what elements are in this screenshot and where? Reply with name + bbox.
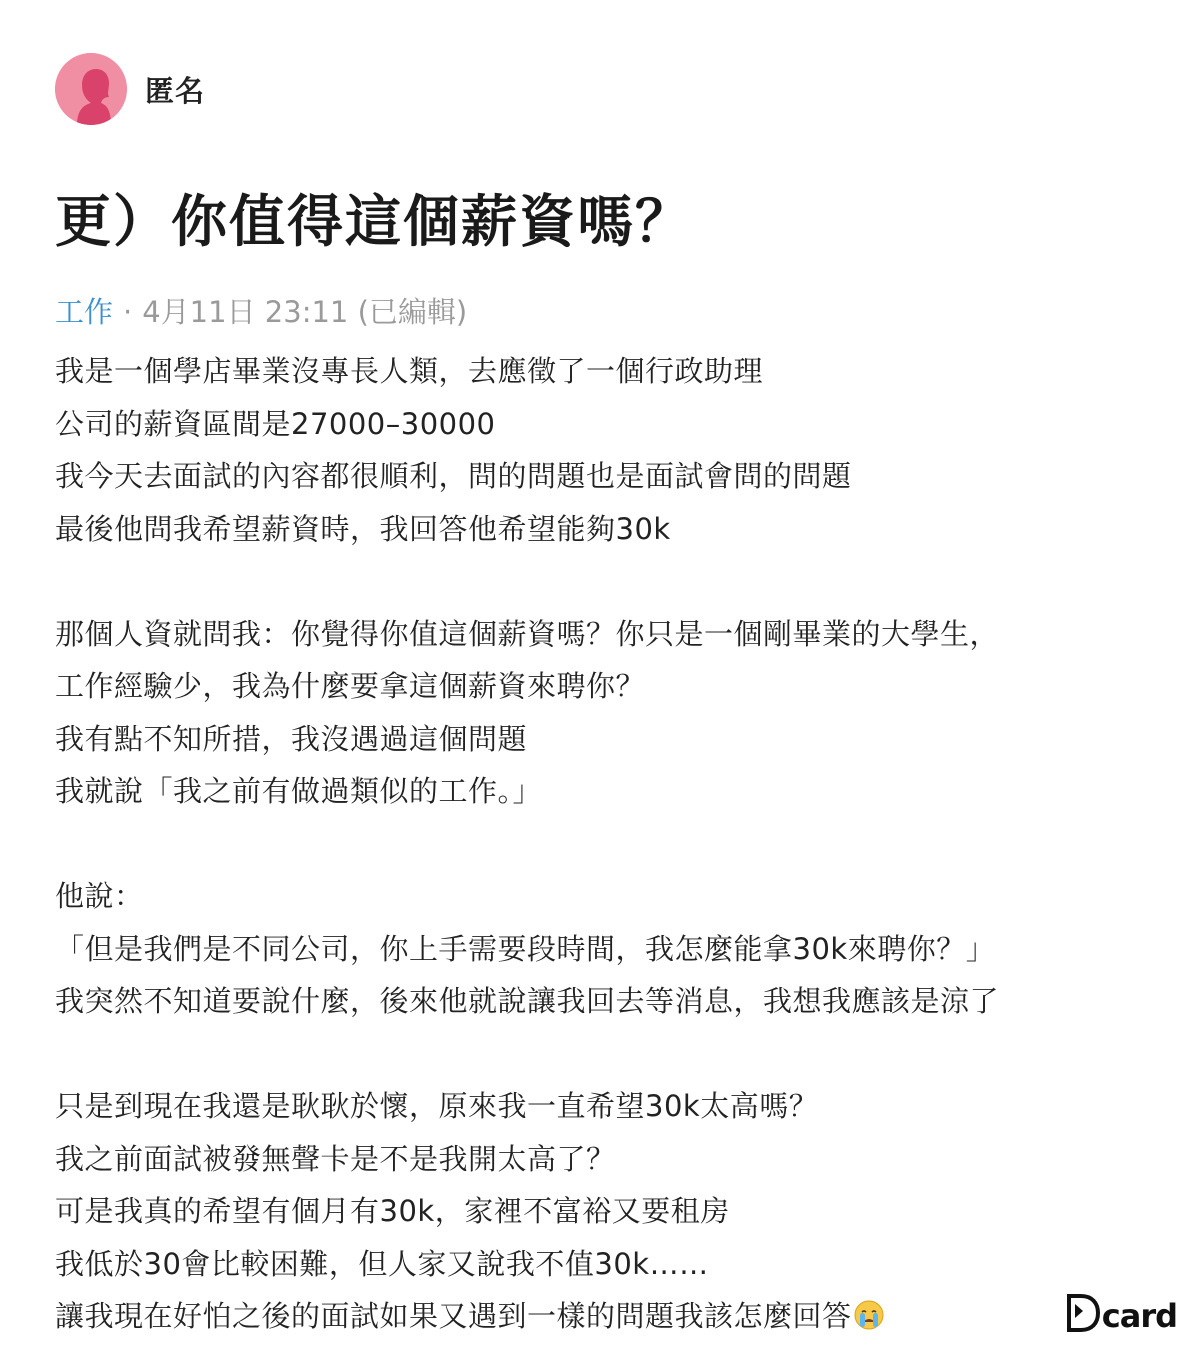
body-line-text: 讓我現在好怕之後的面試如果又遇到一樣的問題我該怎麼回答 xyxy=(55,1299,852,1333)
forum-link[interactable]: 工作 xyxy=(55,295,114,329)
body-line: 我是一個學店畢業沒專長人類，去應徵了一個行政助理 xyxy=(55,354,764,388)
post-author xyxy=(55,53,205,125)
body-line: 只是到現在我還是耿耿於懷，原來我一直希望30k太高嗎？ xyxy=(55,1089,819,1123)
female-avatar-icon[interactable] xyxy=(55,53,127,125)
body-line: 我突然不知道要說什麼，後來他就說讓我回去等消息，我想我應該是涼了 xyxy=(55,984,1000,1018)
body-line: 「但是我們是不同公司，你上手需要段時間，我怎麼能拿30k來聘你？」 xyxy=(55,931,996,966)
post-body xyxy=(55,345,1165,1343)
post-title: 更）你值得這個薪資嗎？ xyxy=(55,190,693,255)
post-meta xyxy=(55,290,467,331)
post-timestamp: 4月11日 23:11 xyxy=(142,295,349,329)
author-name[interactable]: 匿名 xyxy=(145,73,206,108)
body-line: 我今天去面試的內容都很順利，問的問題也是面試會問的問題 xyxy=(55,459,852,493)
body-line: 那個人資就問我：你覺得你值這個薪資嗎？你只是一個剛畢業的大學生， xyxy=(55,616,1000,651)
body-line: 工作經驗少，我為什麼要拿這個薪資來聘你？ xyxy=(55,669,646,703)
body-line: 最後他問我希望薪資時，我回答他希望能夠30k xyxy=(55,511,671,546)
dcard-logo xyxy=(1066,1292,1177,1335)
meta-separator: · xyxy=(123,295,133,329)
dcard-d-icon xyxy=(1066,1294,1100,1332)
body-line-last xyxy=(55,1290,1165,1343)
body-line: 我低於30會比較困難，但人家又說我不值30k…… xyxy=(55,1246,709,1281)
body-line-blank xyxy=(55,1028,1165,1081)
body-line-blank xyxy=(55,818,1165,871)
body-line: 我有點不知所措，我沒遇過這個問題 xyxy=(55,721,528,756)
body-line: 公司的薪資區間是27000–30000 xyxy=(55,406,496,441)
edited-label: (已編輯) xyxy=(357,295,468,329)
body-line: 可是我真的希望有個月有30k，家裡不富裕又要租房 xyxy=(55,1194,730,1228)
body-line-blank xyxy=(55,555,1165,608)
body-line: 他說： xyxy=(55,879,144,913)
crying-face-icon xyxy=(854,1300,884,1330)
dcard-wordmark: card xyxy=(1101,1297,1177,1335)
body-line: 我就說「我之前有做過類似的工作。」 xyxy=(55,774,543,808)
body-line: 我之前面試被發無聲卡是不是我開太高了？ xyxy=(55,1141,616,1176)
